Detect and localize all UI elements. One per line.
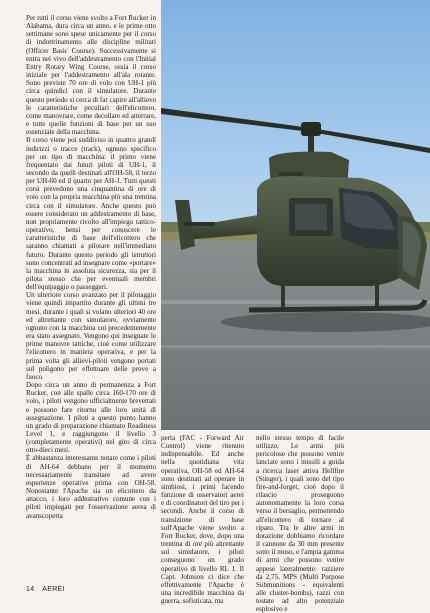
page-footer bbox=[26, 586, 65, 593]
helicopter-photo bbox=[161, 0, 430, 430]
magazine-name: AEREI bbox=[42, 586, 65, 593]
bottom-text-column-2 bbox=[256, 434, 344, 613]
paragraph: È abbastanza interessante notare come i piloti di AH-64 debbano per il momento necessariamente transitare ad avere esperienze operative prima con OH-58. Nonostante l'Apache sia un elicottero da attacco, i loro addestrativo comune con i piloti impiegati per l'osservazione aerea di avanscoperta bbox=[26, 454, 156, 520]
bottom-text-column-1 bbox=[161, 434, 244, 606]
paragraph: Per tutti il corso viene svolto a Fort Rucker in Alabama, dura circa un anno, e le prime otto settimane sono spese unicamente per il corso di indottrinamento alle discipline militari (Officer Basic Course). Successivamente si entra nel vivo dell'addestramento con l'Initial Entry Rotary Wing Course, ossia il corso iniziale per l'addestramento all'ala rotante. Sono previste 70 ore di volo con UH-1 più circa quindici con il simulatore. Durante questo periodo si cerca di far capire all'allievo le caratteristiche peculiari dell'elicottero, come manovrare, come decollare ed atterrare, e tutte quelle funzioni di base per un uso essenziale della macchina. bbox=[26, 14, 156, 137]
paragraph: nello stesso tempo di facile utilizzo. Le armi più pericolose che possono venire lanciate sono i missili a guida a ricerca laser attiva Hellfire (Stinger), i quali sono del tipo fire-and-forget, cioè dopo il rilascio proseguono autonomamente la loro corsa verso il bersaglio, permettendo all'elicottero di tornare al riparo. Tra le altre armi in dotazione dobbiamo ricordare il cannone da 30 mm presente sotto il muso, e l'ampia gamma di armi che possono venire appese lateralmente: razziere da 2,75, MPS (Multi Purpose Submunitions - equivalenti alle cluster-bombs), razzi con testate ad alto potenziale esplosivo e bbox=[256, 434, 344, 613]
paragraph: Un ulteriore corso avanzato per il pilotaggio viene quindi impartito durante gli ultimi tre mesi, durante i quali si volano ulteriori 40 ore ed altrettante con simulatore, ovviamente ognuno con la macchina cui precedentemente era stato assegnato. Vengono qui insegnate le prime manovre tattiche, cioè come utilizzare l'elicottero in maniera operativa, e per la prima volta gli allievi-piloti vengono portati sul poligono per effettuare delle prove a fuoco. bbox=[26, 291, 156, 381]
paragraph: perta (FAC - Forward Air Control) viene ritenuto indispensabile. Ed anche nella quotidiana vita operativa, OH-58 ed AH-64 sono destinati ad operare in simbiosi, i primi facendo funzione di osservatori aerei e di coordinatori del tiro per i secondi. Anche il corso di transizione di base sull'Apache viene svolto a Fort Rucker, dove, dopo una trentina di ore più altrettante sul simulatore, i piloti conseguono un grado operativo di livello RL 1. Il Capt. Johnson ci dice che effettivamente l'Apache è una incredibile macchina da guerra, sofisticata, ma bbox=[161, 434, 244, 606]
left-text-column bbox=[26, 14, 156, 574]
page-number: 14 bbox=[26, 586, 35, 593]
paragraph: Il corso viene poi suddiviso in quattro grandi indirizzi o tracce (track), ognuno specifico per un tipo di macchina: il primo viene frequentato dai futuri piloti di UH-1, il secondo da quelli destinati all'OH-58, il terzo per UH-60 ed il quarto per AH-1. Tutti questi corsi prevedono una cinquantina di ore di volo con la propria macchina più una trentina circa con il simulatore. Anche questo può essere considerato un addestramento di base, non propriamente rivolto all'impiego tattico-operativo, bensì per conoscere le caratteristiche di base dell'elicottero che saranno chiamati a pilotare nell'immediato futuro. Durante questo periodo gli istruttori sono concentrati ad insegnare come «portare» la macchina in assoluta sicurezza, sia per il pilota stesso che per eventuali membri dell'equipaggio o passeggeri. bbox=[26, 136, 156, 292]
paragraph: Dopo circa un anno di permanenza a Fort Rucker, con alle spalle circa 160-170 ore di volo, i piloti vengono ufficialmente brevettati e possono fare ritorno alle loro unità di assegnazione. I piloti a questo punto hanno un grado di preparazione chiamato Readiness Level 1, e raggiungono il livello 3 (completamente operativi) nel giro di circa otto-dieci mesi. bbox=[26, 381, 156, 455]
